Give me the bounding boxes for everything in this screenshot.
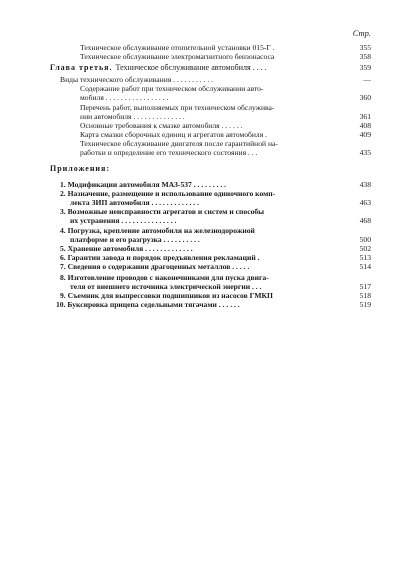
toc-entry-page: — [363, 75, 371, 84]
toc-entry-page: 468 [359, 216, 371, 225]
toc-entry-text: 4. Погрузка, крепление автомобиля на железнодорожной [60, 226, 255, 235]
toc-entry-text: 5. Хранение автомобиля . . . . . . . . . . . . . [60, 244, 193, 253]
toc-entry-page: 359 [359, 63, 371, 72]
toc-entry-text: работки и определение его технического состояния . . . [80, 148, 258, 157]
toc-entry-text: их устранения . . . . . . . . . . . . . . . [70, 216, 177, 225]
toc-entry-page: 517 [359, 282, 371, 291]
toc-entry-text: 10. Буксировка прицепа седельными тягачами . . . . . . [56, 300, 240, 309]
toc-entry-page: 513 [359, 253, 371, 262]
toc-entry-text: теля от внешнего источника электрической энергии . . . [70, 282, 262, 291]
toc-entry-text: Техническое обслуживание электромагнитного бензонасоса [80, 52, 275, 61]
appendix-heading: Приложения: [50, 164, 111, 173]
toc-entry-text: 1. Модификации автомобиля МАЗ-537 . . . . . . . . . [60, 180, 227, 189]
toc-entry-page: 355 [359, 43, 371, 52]
toc-entry-text: лекта ЗИП автомобиля . . . . . . . . . . . . . [70, 198, 200, 207]
toc-entry-page: 409 [359, 130, 371, 139]
toc-entry-page: 514 [359, 262, 371, 271]
toc-entry-text: 8. Изготовление проводов с наконечниками для пуска двига- [60, 273, 269, 282]
toc-entry-text: Основные требования к смазке автомобиля . . . . . . [80, 121, 243, 130]
toc-entry-text: Карта смазки сборочных единиц и агрегатов автомобиля . [80, 130, 267, 139]
toc-entry-text: нии автомобиля . . . . . . . . . . . . . . [80, 112, 185, 121]
page-column-header: Стр. [352, 28, 371, 38]
toc-entry-text: 7. Сведения о содержании драгоценных металлов . . . . . [60, 262, 250, 271]
toc-entry-page: 518 [359, 291, 371, 300]
chapter-lead: Глава третья. [50, 63, 113, 72]
toc-entry-text: мобиля . . . . . . . . . . . . . . . . . [80, 93, 169, 102]
toc-entry-page: 408 [359, 121, 371, 130]
toc-entry-page: 361 [359, 112, 371, 121]
toc-entry-page: 360 [359, 93, 371, 102]
chapter-title: Техническое обслуживание автомобиля . . . . [115, 63, 267, 72]
toc-entry-text: Виды технического обслуживания . . . . . . . . . . . [60, 75, 214, 84]
toc-entry-page: 502 [359, 244, 371, 253]
toc-entry-page: 438 [359, 180, 371, 189]
toc-entry-text: Содержание работ при техническом обслуживании авто- [80, 84, 264, 93]
toc-entry-text: 9. Съемник для выпрессовки подшипников из насосов ГМКП [60, 291, 273, 300]
toc-entry-text: Техническое обслуживание двигателя после гарантийной на- [80, 139, 278, 148]
toc-entry-page: 519 [359, 300, 371, 309]
toc-entry-text: Перечень работ, выполняемых при техническом обслужива- [80, 103, 275, 112]
toc-entry-page: 435 [359, 148, 371, 157]
toc-entry-text: 6. Гарантии завода и порядок предъявления рекламаций . [60, 253, 260, 262]
toc-entry-text: Техническое обслуживание отопительной установки 015-Г . [80, 43, 275, 52]
toc-entry-text: 2. Назначение, размещение и использование одиночного комп- [60, 189, 276, 198]
toc-entry-page: 358 [359, 52, 371, 61]
toc-entry-text: платформе и его разгрузка . . . . . . . . . . [70, 235, 200, 244]
toc-entry-page: 463 [359, 198, 371, 207]
toc-entry-page: 500 [359, 235, 371, 244]
toc-entry-text: 3. Возможные неисправности агрегатов и систем и способы [60, 207, 265, 216]
